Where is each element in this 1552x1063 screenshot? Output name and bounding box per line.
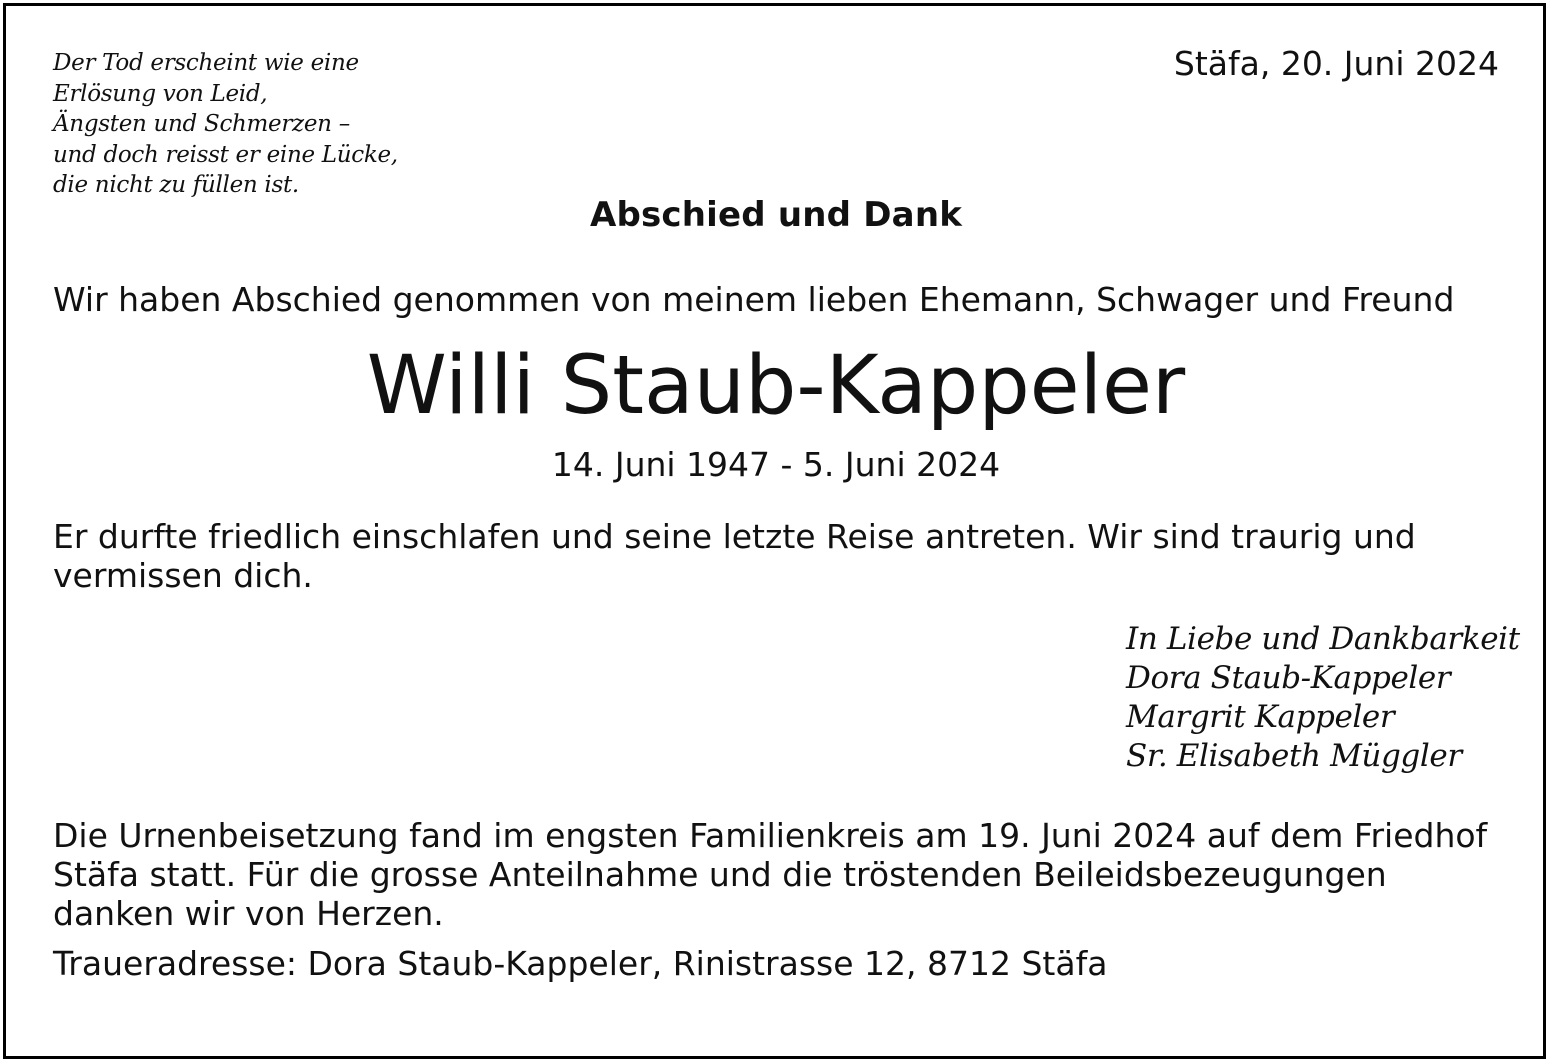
signature-line: Dora Staub-Kappeler [1126, 660, 1451, 696]
life-dates: 14. Juni 1947 - 5. Juni 2024 [551, 445, 1001, 484]
farewell-paragraph: Er durfte friedlich einschlafen und seine letzte Reise antreten. Wir sind traurig und vermissen dich. [53, 517, 1416, 595]
motto-quote [53, 48, 398, 201]
signature-line: In Liebe und Dankbarkeit [1126, 621, 1520, 657]
signature-line: Margrit Kappeler [1126, 699, 1395, 735]
mourning-address: Traueradresse: Dora Staub-Kappeler, Rinistrasse 12, 8712 Stäfa [53, 944, 1108, 983]
motto-line: Der Tod erscheint wie eine [53, 50, 359, 76]
motto-line: Ängsten und Schmerzen – [53, 111, 350, 137]
intro-text: Wir haben Abschied genommen von meinem lieben Ehemann, Schwager und Freund [53, 280, 1455, 319]
motto-line: die nicht zu füllen ist. [53, 172, 299, 198]
signature-block [1126, 620, 1520, 776]
motto-line: und doch reisst er eine Lücke, [53, 141, 398, 168]
signature-line: Sr. Elisabeth Müggler [1126, 738, 1462, 774]
place-date: Stäfa, 20. Juni 2024 [1173, 44, 1499, 83]
deceased-name: Willi Staub-Kappeler [366, 339, 1186, 433]
motto-line: Erlösung von Leid, [53, 80, 268, 107]
burial-paragraph: Die Urnenbeisetzung fand im engsten Familienkreis am 19. Juni 2024 auf dem Friedhof Stäfa statt. Für die grosse Anteilnahme und die tröstenden Beileidsbezeugungen danken wir von Herzen. [53, 816, 1488, 933]
notice-heading: Abschied und Dank [589, 195, 963, 235]
